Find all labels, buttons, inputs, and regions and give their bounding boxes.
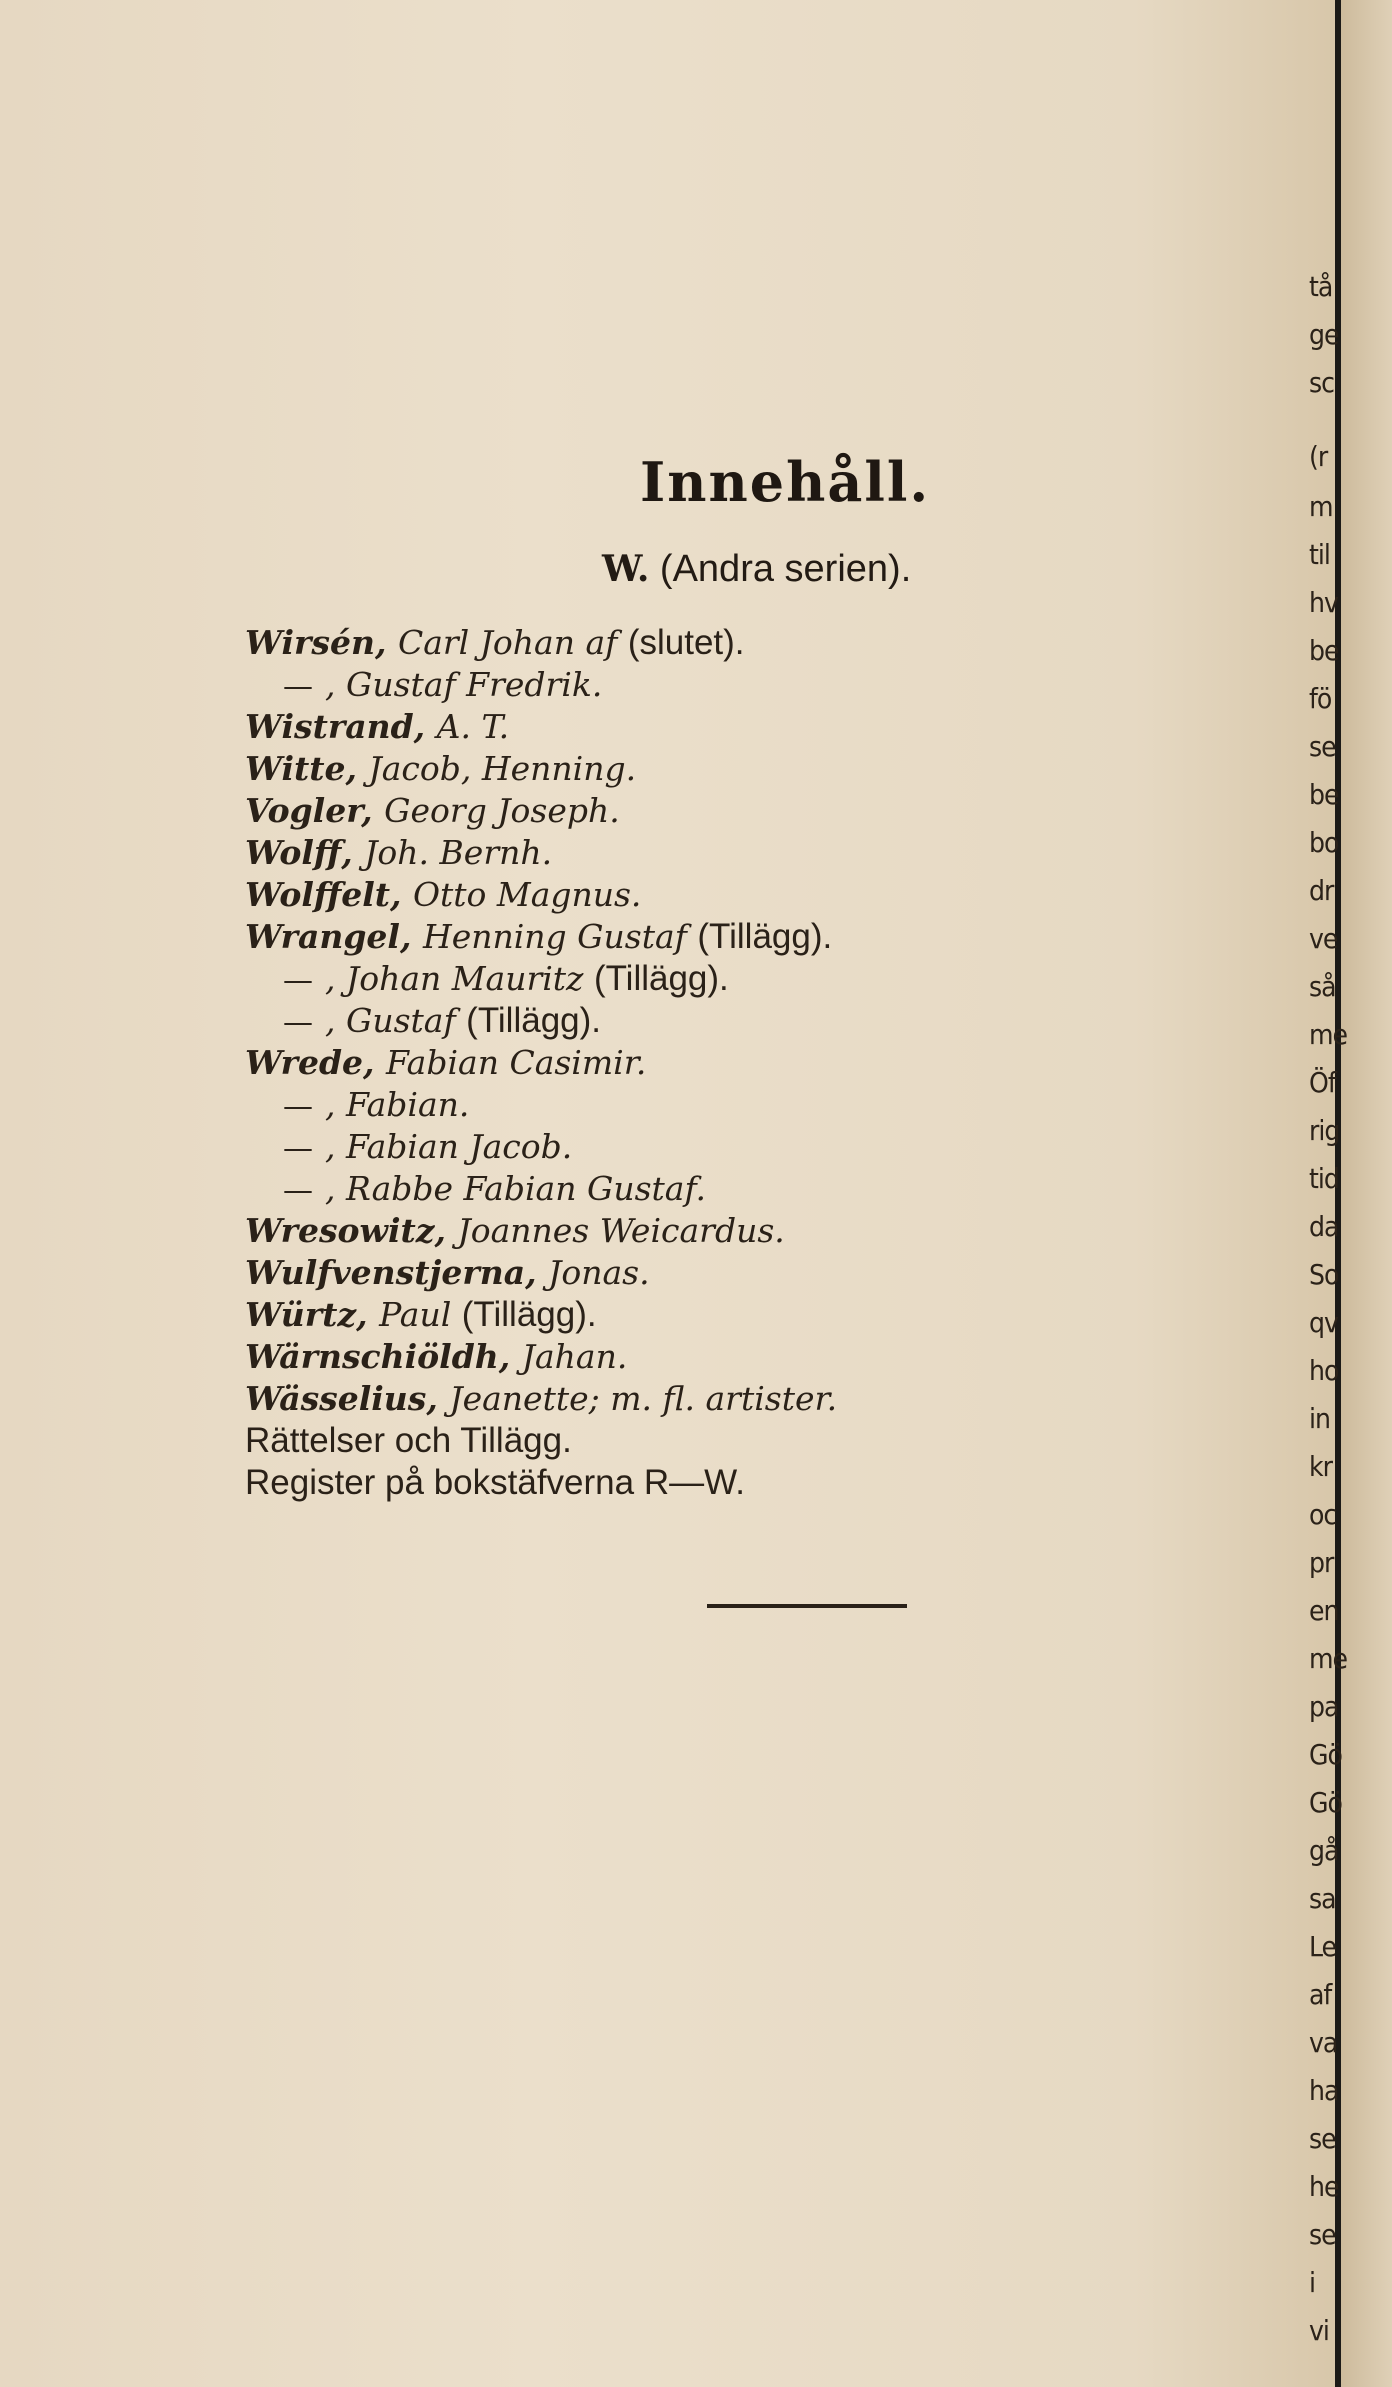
ditto-dash: —	[283, 1173, 313, 1208]
adjacent-page-text-fragment: ge	[1309, 318, 1339, 351]
adjacent-page-text-fragment: So	[1309, 1258, 1339, 1291]
adjacent-page-text-fragment: in	[1309, 1402, 1330, 1435]
adjacent-page-text-fragment: Gö	[1309, 1786, 1342, 1819]
adjacent-page-text-fragment: be	[1309, 778, 1339, 811]
toc-given-names: Jonas.	[548, 1253, 650, 1292]
toc-surname: Wresowitz,	[245, 1211, 458, 1250]
adjacent-page-text-fragment: dr	[1309, 874, 1334, 907]
toc-given-names: , Fabian Jacob.	[325, 1127, 573, 1166]
toc-given-names: Georg Joseph.	[384, 791, 620, 830]
toc-entry	[245, 1420, 1005, 1462]
toc-entry	[245, 622, 1005, 664]
toc-entry	[245, 790, 1005, 832]
adjacent-page-text-fragment: Öf	[1309, 1066, 1336, 1099]
toc-given-names: Otto Magnus.	[412, 875, 642, 914]
adjacent-page-text-fragment: be	[1309, 634, 1339, 667]
toc-surname: Wulfvenstjerna,	[245, 1253, 549, 1292]
toc-given-names: Joh. Bernh.	[364, 833, 553, 872]
toc-entry	[245, 664, 1005, 706]
page-title: Innehåll.	[640, 450, 931, 514]
adjacent-page-text-fragment: sc	[1309, 366, 1334, 399]
toc-note: Register på bokstäfverna R—W.	[245, 1463, 745, 1502]
series-letter: W.	[602, 548, 650, 590]
page-subtitle	[602, 548, 911, 591]
adjacent-page-text-fragment: en	[1309, 1594, 1339, 1627]
adjacent-page-text-fragment: se	[1309, 2218, 1336, 2251]
toc-given-names: Henning Gustaf	[422, 917, 698, 956]
toc-given-names: Jeanette; m. fl. artister.	[449, 1379, 838, 1418]
toc-given-names: Paul	[379, 1295, 462, 1334]
toc-entry	[245, 1378, 1005, 1420]
toc-given-names: Joannes Weicardus.	[457, 1211, 785, 1250]
toc-entry	[245, 1084, 1005, 1126]
adjacent-page-text-fragment: pa	[1309, 1690, 1339, 1723]
toc-given-names: Fabian Casimir.	[386, 1043, 647, 1082]
toc-surname: Wrangel,	[245, 917, 423, 956]
adjacent-page-text-fragment: kr	[1309, 1450, 1332, 1483]
toc-surname: Wrede,	[245, 1043, 387, 1082]
toc-note: (Tillägg).	[593, 959, 729, 998]
adjacent-page-text-fragment: me	[1309, 1018, 1348, 1051]
closing-rule	[707, 1604, 907, 1608]
adjacent-page-text-fragment: fö	[1309, 682, 1332, 715]
toc-entry	[245, 748, 1005, 790]
toc-entry	[245, 1462, 1005, 1504]
toc-entry	[245, 832, 1005, 874]
adjacent-page-text-fragment: (r	[1309, 440, 1328, 473]
adjacent-page-text-fragment: sa	[1309, 1882, 1336, 1915]
toc-entry	[245, 916, 1005, 958]
toc-entry	[245, 1210, 1005, 1252]
toc-surname: Wolff,	[245, 833, 365, 872]
toc-surname: Vogler,	[245, 791, 385, 830]
toc-note: Rättelser och Tillägg.	[245, 1421, 572, 1460]
toc-entry	[245, 874, 1005, 916]
toc-entry	[245, 1000, 1005, 1042]
adjacent-page-text-fragment: ha	[1309, 2074, 1339, 2107]
toc-entry	[245, 1042, 1005, 1084]
toc-given-names: Jacob, Henning.	[368, 749, 637, 788]
toc-given-names: Jahan.	[521, 1337, 628, 1376]
adjacent-page-text-fragment: he	[1309, 2170, 1339, 2203]
adjacent-page-text-fragment: rig	[1309, 1114, 1340, 1147]
toc-given-names: Carl Johan af	[397, 623, 628, 662]
adjacent-page-text-fragment: Gö	[1309, 1738, 1342, 1771]
adjacent-page-text-fragment: vi	[1309, 2314, 1329, 2347]
toc-entry	[245, 1168, 1005, 1210]
toc-note: (Tillägg).	[466, 1001, 602, 1040]
toc-note: (Tillägg).	[461, 1295, 597, 1334]
toc-note: (slutet).	[627, 623, 745, 662]
toc-surname: Wistrand,	[245, 707, 437, 746]
toc-given-names: , Gustaf Fredrik.	[325, 665, 603, 704]
adjacent-page-text-fragment: så	[1309, 970, 1336, 1003]
toc-entry	[245, 1252, 1005, 1294]
adjacent-page-text-fragment: me	[1309, 1642, 1348, 1675]
adjacent-page-text-fragment: af	[1309, 1978, 1332, 2011]
adjacent-page-text-fragment: Le	[1309, 1930, 1337, 1963]
adjacent-page-text-fragment: oc	[1309, 1498, 1337, 1531]
adjacent-page-edge	[1309, 0, 1392, 2387]
toc-entry	[245, 1294, 1005, 1336]
ditto-dash: —	[283, 963, 313, 998]
toc-given-names: , Johan Mauritz	[325, 959, 594, 998]
adjacent-page-text-fragment: se	[1309, 2122, 1336, 2155]
adjacent-page-text-fragment: ho	[1309, 1354, 1339, 1387]
adjacent-page-text-fragment: qv	[1309, 1306, 1338, 1339]
adjacent-page-text-fragment: tå	[1309, 270, 1333, 303]
toc-surname: Witte,	[245, 749, 369, 788]
adjacent-page-text-fragment: se	[1309, 730, 1336, 763]
adjacent-page-text-fragment: va	[1309, 2026, 1338, 2059]
adjacent-page-text-fragment: tid	[1309, 1162, 1339, 1195]
toc-given-names: , Rabbe Fabian Gustaf.	[325, 1169, 706, 1208]
ditto-dash: —	[283, 669, 313, 704]
toc-entry	[245, 958, 1005, 1000]
adjacent-page-text-fragment: da	[1309, 1210, 1339, 1243]
adjacent-page-text-fragment: til	[1309, 538, 1330, 571]
adjacent-page-text-fragment: hv	[1309, 586, 1338, 619]
adjacent-page-text-fragment: bo	[1309, 826, 1339, 859]
toc-given-names: , Fabian.	[325, 1085, 470, 1124]
ditto-dash: —	[283, 1131, 313, 1166]
toc-surname: Wirsén,	[245, 623, 398, 662]
ditto-dash: —	[283, 1089, 313, 1124]
toc-surname: Würtz,	[245, 1295, 380, 1334]
adjacent-page-text-fragment: gå	[1309, 1834, 1339, 1867]
toc-given-names: , Gustaf	[325, 1001, 467, 1040]
adjacent-page-text-fragment: pr	[1309, 1546, 1334, 1579]
adjacent-page-text-fragment: m	[1309, 490, 1333, 523]
toc-note: (Tillägg).	[697, 917, 833, 956]
adjacent-page-text-fragment: ve	[1309, 922, 1338, 955]
toc-entry	[245, 1336, 1005, 1378]
toc-entry	[245, 706, 1005, 748]
toc-entry	[245, 1126, 1005, 1168]
ditto-dash: —	[283, 1005, 313, 1040]
adjacent-page-text-fragment: i	[1309, 2266, 1315, 2299]
toc-surname: Wässelius,	[245, 1379, 450, 1418]
series-label: (Andra serien).	[659, 548, 912, 590]
toc-surname: Wolffelt,	[245, 875, 413, 914]
table-of-contents	[245, 622, 1005, 1504]
toc-given-names: A. T.	[436, 707, 510, 746]
toc-surname: Wärnschiöldh,	[245, 1337, 522, 1376]
